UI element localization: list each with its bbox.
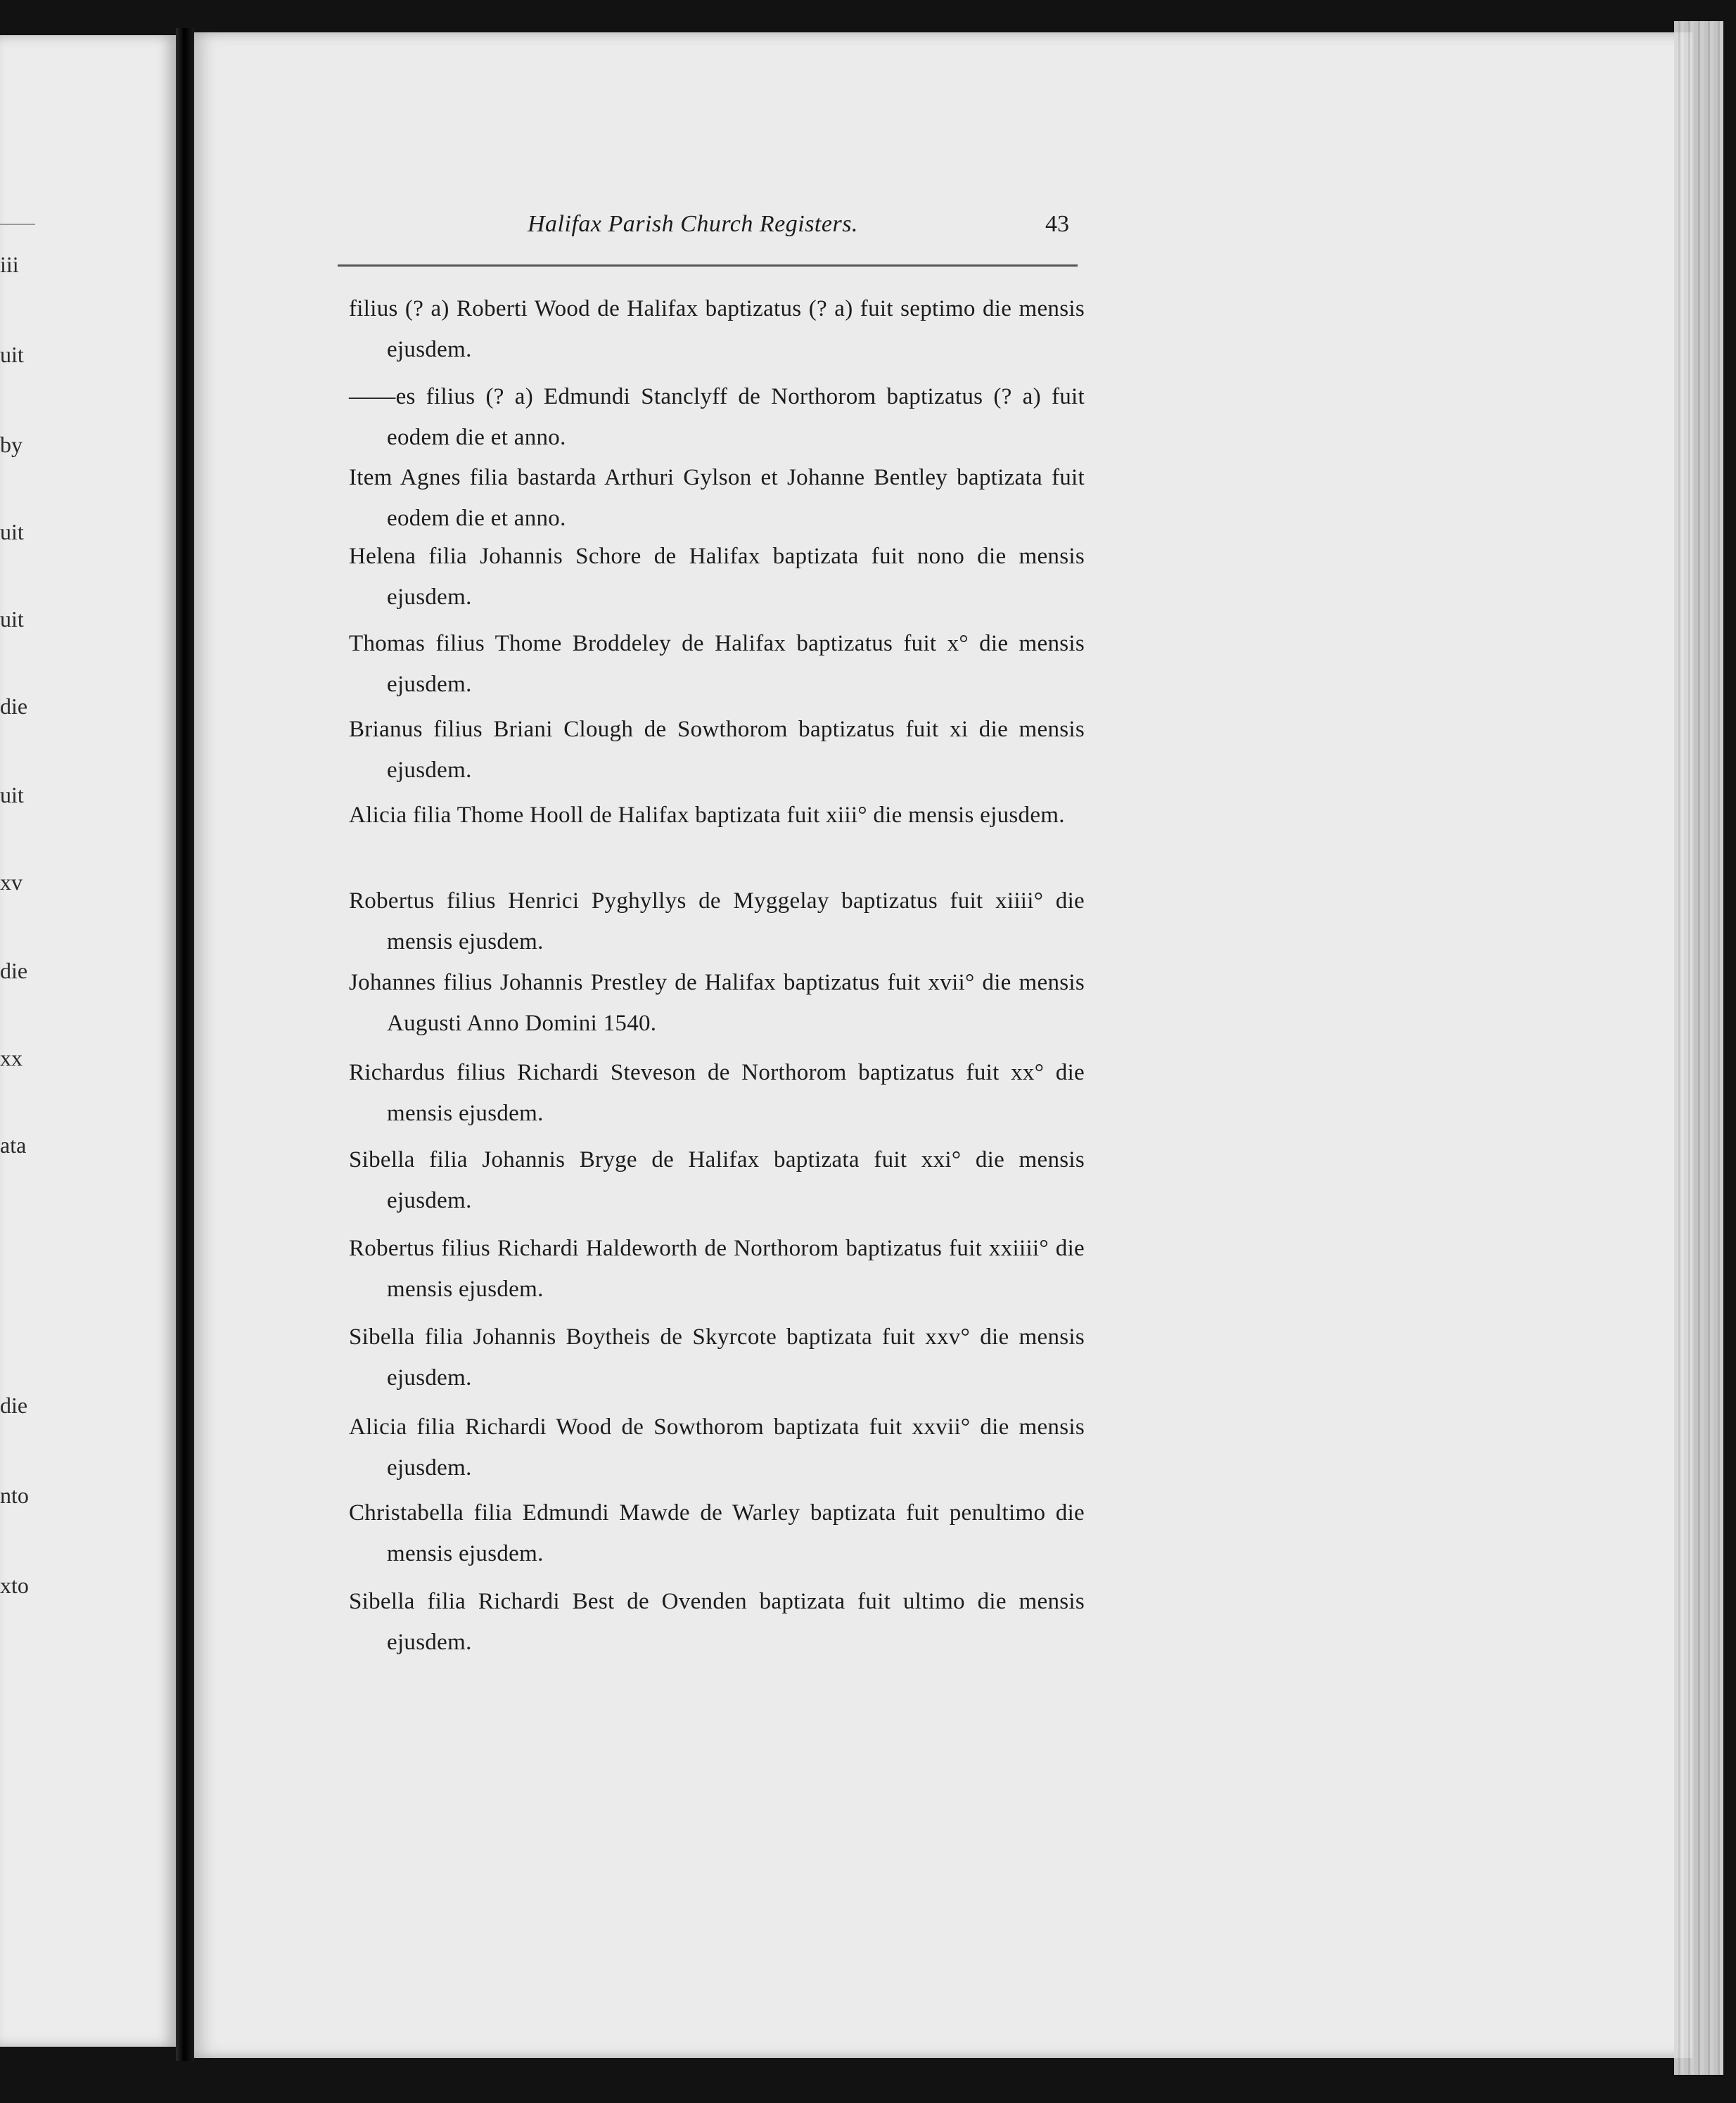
baptism-entry <box>349 457 1091 539</box>
baptism-entry <box>349 1317 1091 1398</box>
entry-text: Sibella filia Johannis Boytheis de Skyrcote baptizata fuit xxv° die mensis ejusdem. <box>349 1324 1091 1391</box>
baptism-entry <box>349 1492 1091 1574</box>
entry-text: Sibella filia Richardi Best de Ovenden baptizata fuit ultimo die mensis ejusdem. <box>349 1589 1091 1655</box>
previous-page-fragment: xx <box>0 1045 23 1070</box>
baptism-entry <box>349 536 1091 618</box>
baptism-entry <box>349 1052 1091 1134</box>
entry-text: Brianus filius Briani Clough de Sowthorom baptizatus fuit xi die mensis ejusdem. <box>349 717 1091 783</box>
page-number: 43 <box>1045 211 1069 237</box>
entry-text: Robertus filius Richardi Haldeworth de Northorom baptizatus fuit xxiiii° die mensis ejusdem. <box>349 1236 1091 1302</box>
baptism-entry <box>349 709 1091 791</box>
entry-text: Thomas filius Thome Broddeley de Halifax baptizatus fuit x° die mensis ejusdem. <box>349 631 1091 697</box>
previous-page-fragment: xv <box>0 869 23 895</box>
previous-page-fragment: uit <box>0 606 24 632</box>
previous-page-fragment: by <box>0 432 23 457</box>
previous-page-fragment: uit <box>0 342 24 367</box>
previous-page-rule <box>0 224 35 225</box>
previous-page-fragment: uit <box>0 782 24 807</box>
entry-text: Helena filia Johannis Schore de Halifax baptizata fuit nono die mensis ejusdem. <box>349 544 1091 610</box>
book-gutter <box>176 28 194 2061</box>
previous-page-fragment: die <box>0 958 28 983</box>
entry-text: Richardus filius Richardi Steveson de Northorom baptizatus fuit xx° die mensis ejusdem. <box>349 1060 1091 1126</box>
entry-text: Christabella filia Edmundi Mawde de Warley baptizata fuit penultimo die mensis ejusdem. <box>349 1500 1091 1566</box>
previous-page-fragment: uit <box>0 519 24 544</box>
baptism-entry <box>349 795 1085 836</box>
previous-page-fragment: die <box>0 1393 28 1418</box>
previous-page-fragment: die <box>0 693 28 719</box>
previous-page-fragment: xto <box>0 1573 29 1598</box>
entry-text: Alicia filia Richardi Wood de Sowthorom baptizata fuit xxvii° die mensis ejusdem. <box>349 1414 1091 1481</box>
page-header <box>338 211 1069 253</box>
baptism-entry <box>349 962 1090 1044</box>
previous-page-edge <box>0 35 176 2047</box>
baptism-entry <box>349 1228 1091 1310</box>
entry-text: Alicia filia Thome Hooll de Halifax baptizata fuit xiii° die mensis ejusdem. <box>349 803 1065 828</box>
header-rule <box>338 264 1078 267</box>
entry-text: Sibella filia Johannis Bryge de Halifax baptizata fuit xxi° die mensis ejusdem. <box>349 1147 1091 1213</box>
baptism-entry <box>349 881 1091 962</box>
previous-page-fragment: ata <box>0 1132 27 1158</box>
baptism-entry <box>349 623 1091 705</box>
entry-text: Robertus filius Henrici Pyghyllys de Myggelay baptizatus fuit xiiii° die mensis ejusdem. <box>349 888 1091 954</box>
baptism-entry <box>349 288 1091 370</box>
page-stack-edge <box>1674 21 1723 2075</box>
baptism-entry <box>349 376 1091 458</box>
entry-text: filius (? a) Roberti Wood de Halifax baptizatus (? a) fuit septimo die mensis ejusdem. <box>349 296 1091 362</box>
running-title: Halifax Parish Church Registers. <box>528 211 858 237</box>
baptism-entry <box>349 1581 1091 1663</box>
entry-text: Item Agnes filia bastarda Arthuri Gylson et Johanne Bentley baptizata fuit eodem die et anno. <box>349 465 1091 531</box>
entry-text: Johannes filius Johannis Prestley de Halifax baptizatus fuit xvii° die mensis Augusti Anno Domini 1540. <box>349 970 1090 1036</box>
previous-page-fragment: nto <box>0 1483 29 1508</box>
entry-text: ——es filius (? a) Edmundi Stanclyff de Northorom baptizatus (? a) fuit eodem die et anno. <box>349 384 1091 450</box>
baptism-entry <box>349 1139 1091 1221</box>
previous-page-fragment: iii <box>0 252 19 277</box>
baptism-entry <box>349 1407 1091 1488</box>
